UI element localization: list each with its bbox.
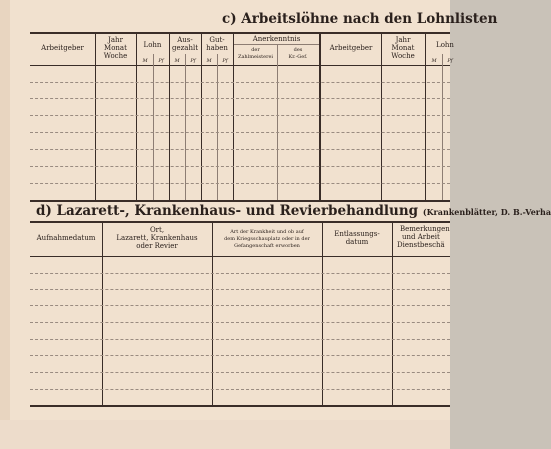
entry-row-line <box>30 339 450 340</box>
currency-mark: M <box>431 58 437 64</box>
page-edge-bottom <box>0 420 450 449</box>
entry-row-line <box>30 289 450 290</box>
header-dienstbeschaeftigung: Dienstbeschä <box>397 241 445 249</box>
header-monat: Monat <box>104 44 127 52</box>
header-des: des <box>293 47 303 53</box>
entry-row-line <box>30 115 450 116</box>
header-lohn-2: Lohn <box>436 41 454 49</box>
header-datum: datum <box>345 238 369 246</box>
header-kriegsschauplatz: dem Kriegsschauplatz oder in der <box>224 236 310 242</box>
entry-row-line <box>30 305 450 306</box>
header-aus: Aus- <box>177 36 193 44</box>
header-der: der <box>251 47 260 53</box>
entry-row-line <box>30 183 450 184</box>
header-gut: Gut- <box>209 36 225 44</box>
header-entlassungs: Entlassungs- <box>334 230 380 238</box>
currency-mark: M <box>142 58 148 64</box>
currency-mark: M <box>206 58 212 64</box>
entry-row-line <box>30 132 450 133</box>
section-c-top-rule <box>30 32 450 34</box>
anerkenntnis-rule <box>234 44 319 45</box>
header-revier: oder Revier <box>136 242 178 250</box>
header-art-krankheit: Art der Krankheit und ob auf <box>230 229 304 235</box>
pf-divider <box>185 54 186 200</box>
currency-mark: M <box>174 58 180 64</box>
section-d-title-main: d) Lazarett-, Krankenhaus- und Revierbehandlung <box>36 203 419 219</box>
section-c-title: c) Arbeitslöhne nach den Lohnlisten <box>222 11 498 27</box>
header-lohn: Lohn <box>143 41 162 49</box>
entry-row-line <box>30 149 450 150</box>
entry-row-line <box>30 322 450 323</box>
pf-divider <box>442 54 443 200</box>
entry-row-line <box>30 82 450 83</box>
entry-row-line <box>30 372 450 373</box>
entry-row-line <box>30 389 450 390</box>
pf-divider <box>217 54 218 200</box>
currency-mark: Pf <box>222 58 228 64</box>
col-divider <box>136 33 137 200</box>
header-gefangenschaft: Gefangenschaft erworben <box>234 243 300 249</box>
col-divider-double <box>319 33 321 200</box>
anerkenntnis-divider <box>277 44 278 200</box>
entry-row-line <box>30 273 450 274</box>
currency-mark: Pf <box>190 58 196 64</box>
header-kr-gef: Kr.-Gef. <box>288 54 308 60</box>
section-d-top-rule <box>30 221 450 223</box>
col-divider <box>392 222 393 405</box>
currency-mark: Pf <box>447 58 453 64</box>
entry-row-line <box>30 98 450 99</box>
col-divider <box>425 33 426 200</box>
header-haben: haben <box>206 44 228 52</box>
section-c-header-rule <box>30 65 450 66</box>
currency-mark: Pf <box>158 58 164 64</box>
header-ort: Ort, <box>149 226 165 234</box>
header-bemerkungen: Bemerkungen <box>400 225 450 233</box>
header-arbeitgeber-2: Arbeitgeber <box>329 44 373 52</box>
header-monat-2: Monat <box>391 44 415 52</box>
col-divider <box>322 222 323 405</box>
section-d-title <box>36 205 551 219</box>
header-anerkenntnis: Anerkenntnis <box>252 35 301 43</box>
entry-row-line <box>30 355 450 356</box>
section-d-title-sub: (Krankenblätter, D. B.-Verha <box>422 207 551 217</box>
header-und-arbeit: und Arbeit <box>402 233 440 241</box>
section-d-bottom-rule <box>30 405 450 407</box>
section-c-bottom-rule <box>30 200 450 202</box>
page-edge-left <box>0 0 10 449</box>
header-zahlmeisterei: Zahlmeisterei <box>237 54 274 60</box>
header-woche-2: Woche <box>391 52 415 60</box>
section-d-header-rule <box>30 256 450 257</box>
header-aufnahmedatum: Aufnahmedatum <box>36 234 96 242</box>
header-jahr: Jahr <box>108 36 123 44</box>
header-lazarett: Lazarett, Krankenhaus <box>116 234 198 242</box>
header-jahr-2: Jahr <box>395 36 411 44</box>
header-woche: Woche <box>103 52 128 60</box>
header-gezahlt: gezahlt <box>171 44 199 52</box>
header-arbeitgeber: Arbeitgeber <box>41 44 84 52</box>
pf-divider <box>153 54 154 200</box>
entry-row-line <box>30 166 450 167</box>
